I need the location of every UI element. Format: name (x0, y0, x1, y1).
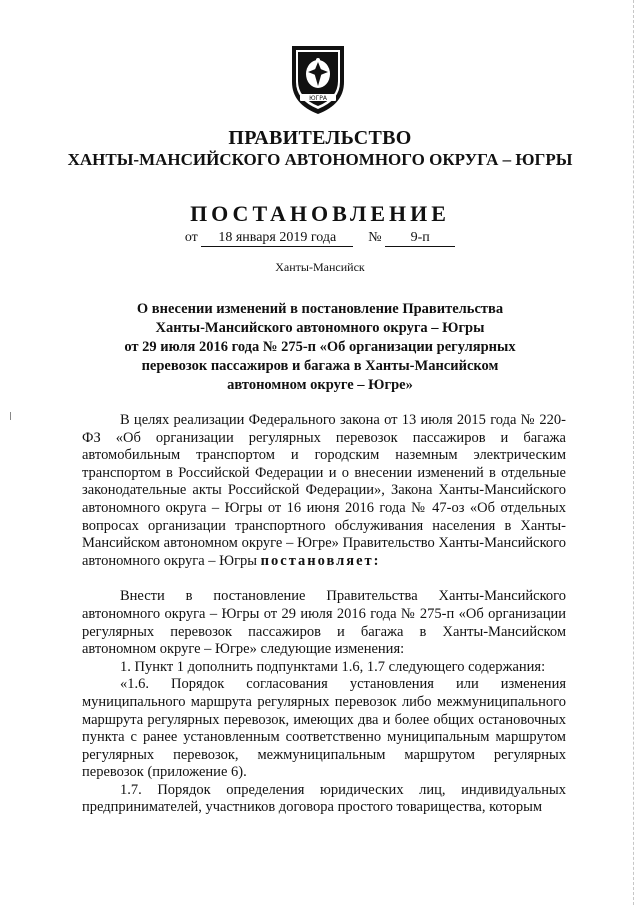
coat-of-arms-emblem (286, 38, 350, 118)
decree-date: 18 января 2019 года (201, 230, 353, 247)
item-1-6-paragraph: «1.6. Порядок согласования установления или изменения муниципального маршрута регулярных перевозок либо межмуниципального маршрута регулярных перевозок, имеющих два и более общих остановочных пункта с ранее установленным соответственно муниципальным маршрутом регулярных перевозок, межмуниципальным маршрутом регулярных перевозок (приложение 6). (82, 676, 566, 781)
subject-line: автономном округе – Югре» (227, 377, 413, 393)
date-prefix: от (184, 230, 198, 245)
preamble-text: В целях реализации Федерального закона от 13 июля 2015 года № 220-ФЗ «Об организации регулярных перевозок пассажиров и багажа автомобильным транспортом и городским наземным электрическим транспортом в Российской Федерации и о внесении изменений в отдельные законодательные акты Российской Федерации», Закона Ханты-Мансийского автономного округа – Югры от 16 июня 2016 года № 47-оз «Об отдельных вопросах организации транспортного обслуживания населения в Ханты-Мансийском автономном округе – Югре» Правительство Ханты-Мансийского автономного округа – Югры (82, 412, 566, 569)
emblem-caption: ЮГРА (309, 95, 327, 102)
item-1-7-paragraph: 1.7. Порядок определения юридических лиц, индивидуальных предпринимателей, участников договора простого товарищества, которым (82, 781, 566, 816)
preamble-paragraph (82, 412, 566, 570)
city: Ханты-Мансийск (275, 260, 365, 274)
number-prefix: № (368, 230, 382, 245)
date-number-line (0, 230, 640, 247)
resolves-word: постановляет: (260, 552, 381, 569)
amend-paragraph: Внести в постановление Правительства Ханты-Мансийского автономного округа – Югры от 29 июля 2016 года № 275-п «Об организации регулярных перевозок пассажиров и багажа в Ханты-Мансийском автономном округе – Югре» следующие изменения: (82, 588, 566, 658)
government-subtitle: ХАНТЫ-МАНСИЙСКОГО АВТОНОМНОГО ОКРУГА – ЮГРЫ (67, 150, 573, 169)
decree-subject (110, 300, 530, 395)
decree-number: 9-п (385, 230, 455, 247)
subject-line: Ханты-Мансийского автономного округа – Югры (155, 320, 485, 336)
decree-body (82, 412, 566, 817)
subject-line: перевозок пассажиров и багажа в Ханты-Мансийском (141, 358, 499, 374)
subject-line: от 29 июля 2016 года № 275-п «Об организации регулярных (124, 339, 516, 355)
item-1-paragraph: 1. Пункт 1 дополнить подпунктами 1.6, 1.7 следующего содержания: (120, 658, 546, 675)
subject-line: О внесении изменений в постановление Правительства (136, 301, 504, 317)
decree-title: ПОСТАНОВЛЕНИЕ (190, 201, 450, 226)
scan-mark (10, 412, 11, 420)
government-title: ПРАВИТЕЛЬСТВО (228, 127, 412, 149)
